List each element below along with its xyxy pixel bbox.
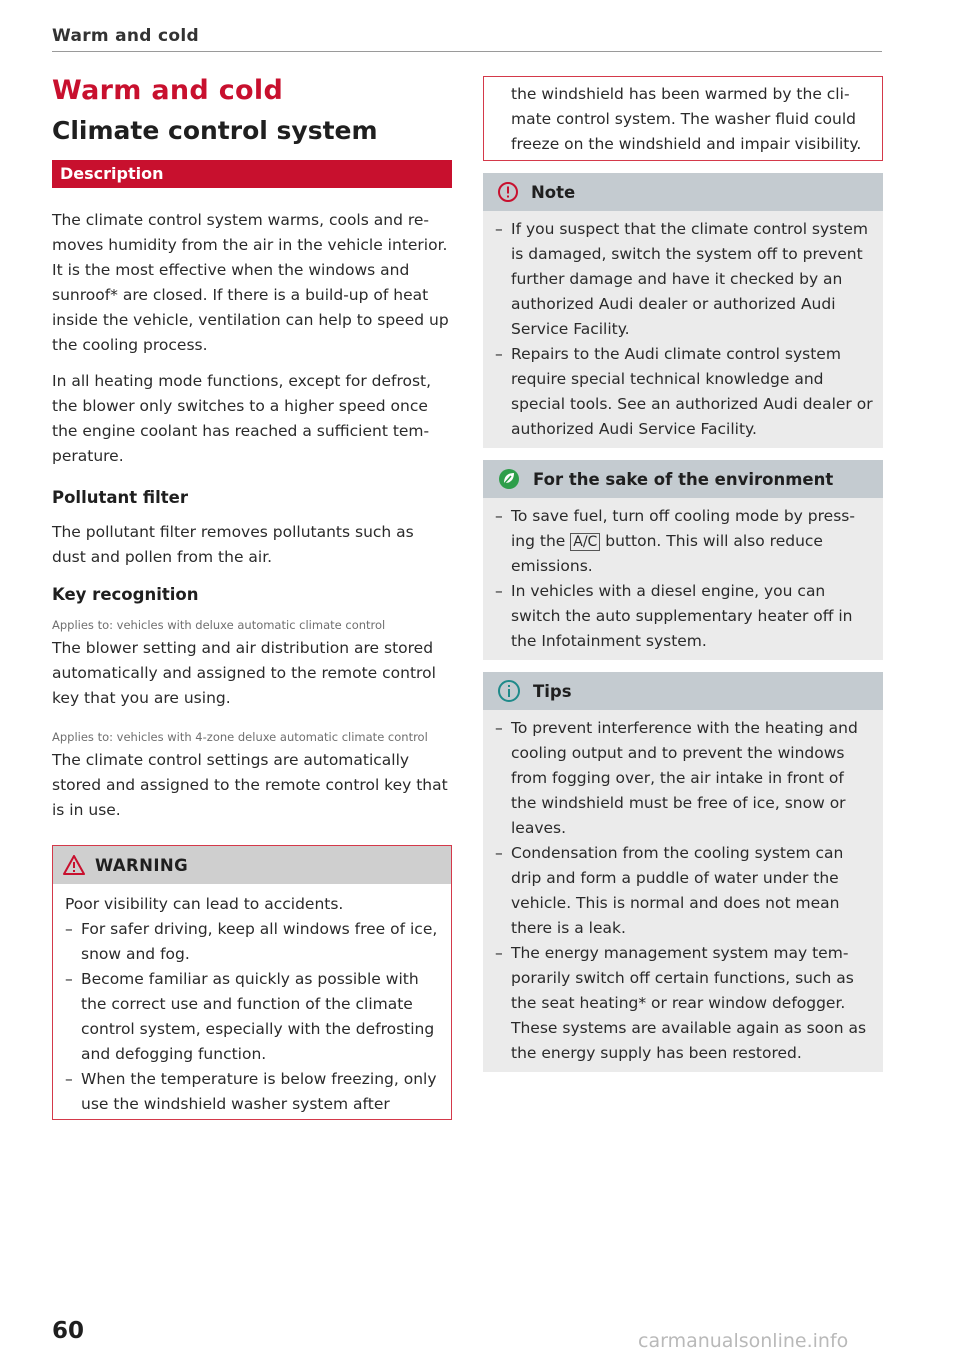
list-item: – If you suspect that the climate control system is damaged, switch the system off to prevent further damage and have it checked by an authorized Audi dealer or authorized Audi Service Facility.: [495, 217, 873, 342]
tips-title: Tips: [533, 681, 572, 701]
exclamation-circle-icon: [497, 181, 519, 203]
watermark: carmanualsonline.info: [638, 1330, 849, 1352]
note-box: [483, 173, 883, 448]
warning-triangle-icon: [63, 855, 85, 875]
list-item: – Repairs to the Audi climate control system require special technical knowledge and special tools. See an authorized Audi dealer or authorized Audi Service Facility.: [495, 342, 873, 442]
list-item: – When the temperature is below freezing, only use the windshield washer system after: [65, 1067, 443, 1117]
eco-leaf-icon: [497, 467, 521, 491]
warning-continuation-text: the windshield has been warmed by the climate control system. The washer fluid could freeze on the windshield and impair visibility.: [511, 85, 862, 153]
note-list: [495, 217, 873, 442]
list-item: – Condensation from the cooling system can drip and form a puddle of water under the vehicle. This is normal and does not mean there is a leak.: [495, 841, 873, 941]
environment-body: [483, 498, 883, 660]
note-title: Note: [531, 182, 576, 202]
list-item: – The energy management system may temporarily switch off certain functions, such as the seat heating* or rear window defogger. These systems are available again as soon as the energy supply has been restored.: [495, 941, 873, 1066]
running-header: Warm and cold: [52, 26, 199, 46]
list-item-text: button. This will also reduce emissions.: [511, 532, 823, 575]
list-item: – Become familiar as quickly as possible with the correct use and function of the climate control system, especially with the defrosting and defogging function.: [65, 967, 443, 1067]
header-divider: [52, 51, 882, 52]
key-recognition-text: The blower setting and air distribution are stored automatically and assigned to the remote control key that you are using.: [52, 639, 436, 707]
warning-box: [52, 845, 452, 1120]
list-item-text: To save fuel, turn off cooling mode by pressing the: [511, 507, 855, 550]
warning-intro: Poor visibility can lead to accidents.: [65, 895, 344, 913]
heating-paragraph: In all heating mode functions, except for defrost, the blower only switches to a higher speed once the engine coolant has reached a sufficient temperature.: [52, 372, 432, 465]
section-title: Climate control system: [52, 116, 378, 145]
warning-header: [53, 846, 451, 884]
list-item: [495, 504, 873, 579]
pollutant-filter-text: The pollutant filter removes pollutants such as dust and pollen from the air.: [52, 523, 414, 566]
environment-header: [483, 460, 883, 498]
pollutant-filter-heading: Pollutant filter: [52, 488, 188, 507]
note-header: [483, 173, 883, 211]
tips-list: [495, 716, 873, 1066]
applies-to-note: Applies to: vehicles with 4-zone deluxe automatic climate control: [52, 730, 428, 744]
chapter-title: Warm and cold: [52, 75, 284, 106]
warning-list: [65, 917, 443, 1117]
environment-box: [483, 460, 883, 660]
tips-box: [483, 672, 883, 1072]
tips-header: [483, 672, 883, 710]
environment-list: [495, 504, 873, 654]
intro-paragraph: The climate control system warms, cools and removes humidity from the air in the vehicle interior. It is the most effective when the windows and sunroof* are closed. If there is a build-up of heat inside the vehicle, ventilation can help to speed up the cooling process.: [52, 211, 449, 354]
list-item: – In vehicles with a diesel engine, you can switch the auto supplementary heater off in the Infotainment system.: [495, 579, 873, 654]
description-bar: Description: [52, 160, 452, 188]
warning-title: WARNING: [95, 855, 189, 875]
key-recognition-text: The climate control settings are automatically stored and assigned to the remote control key that is in use.: [52, 751, 448, 819]
tips-body: [483, 710, 883, 1072]
warning-continuation-box: [483, 76, 883, 161]
note-body: [483, 211, 883, 448]
ac-button-key: A/C: [570, 533, 600, 551]
info-circle-icon: [497, 679, 521, 703]
page-number: 60: [52, 1318, 85, 1344]
right-column: [483, 76, 883, 1072]
warning-body: [53, 884, 451, 1119]
environment-title: For the sake of the environment: [533, 469, 834, 489]
list-item: – For safer driving, keep all windows free of ice, snow and fog.: [65, 917, 443, 967]
list-item: – To prevent interference with the heating and cooling output and to prevent the windows from fogging over, the air intake in front of the windshield must be free of ice, snow or leaves.: [495, 716, 873, 841]
applies-to-note: Applies to: vehicles with deluxe automatic climate control: [52, 618, 386, 632]
key-recognition-heading: Key recognition: [52, 585, 199, 604]
left-column: [52, 74, 452, 1120]
